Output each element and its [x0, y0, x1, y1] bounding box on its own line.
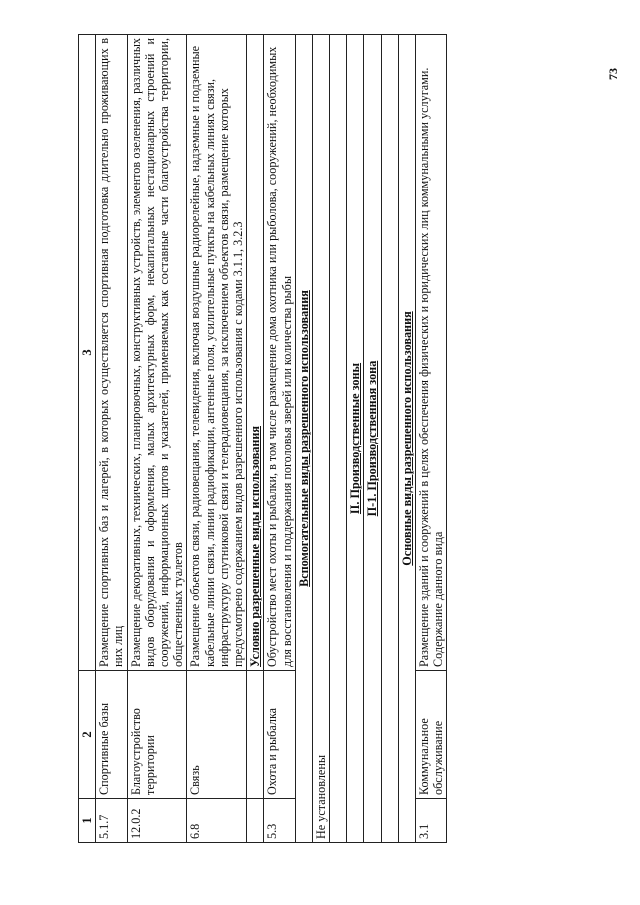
- not-established-text: Не установлены: [313, 35, 330, 843]
- row-description: Размещение объектов связи, радиовещания, телевидения, включая воздушные радиорелейные, надземные и подземные кабельные линии связи, линии радиофикации, антенные поля, усилительные пункты на кабельных линиях связи, инфраструктуру спутниковой связи и телерадиовещания, за исключением объектов связи, размещение которых предусмотрено содержанием видов разрешенного использования с кодами 3.1.1, 3.2.3: [187, 35, 247, 671]
- row-name: Спортивные базы: [96, 671, 127, 799]
- section-row: [347, 35, 364, 843]
- table-row: [313, 35, 330, 843]
- row-description: Размещение декоративных, технических, планировочных, конструктивных устройств, элементов озеленения, различных видов оборудования и оформления, малых архитектурных форм, некапитальных нестационарных строений и сооружений, информационных щитов и указателей, применяемых как составные части благоустройства территории, общественных туалетов: [127, 35, 187, 671]
- section-row: [364, 35, 381, 843]
- header-name: 2: [79, 671, 96, 799]
- row-code: 6.8: [187, 799, 247, 843]
- section-conditional-title: Условно разрешенные виды использования: [247, 35, 264, 671]
- section-row: [247, 35, 264, 843]
- row-description: Размещение спортивных баз и лагерей, в которых осуществляется спортивная подготовка длительно проживающих в них лиц: [96, 35, 127, 671]
- row-name: Связь: [187, 671, 247, 799]
- section-row: [295, 35, 312, 843]
- rotated-table-container: [78, 35, 560, 843]
- row-code: 3.1: [415, 799, 446, 843]
- section-production-zone-title: П-1. Производственная зона: [364, 35, 381, 843]
- row-description: Обустройство мест охоты и рыбалки, в том числе размещение дома охотника или рыболова, сооружений, необходимых для восстановления и поддержания поголовья зверей или количества рыбы: [264, 35, 295, 671]
- page-number: 73: [606, 68, 620, 80]
- section-row: [398, 35, 415, 843]
- row-code: 5.1.7: [96, 799, 127, 843]
- table-row: [187, 35, 247, 843]
- empty-row: [330, 35, 347, 843]
- row-description: Размещение зданий и сооружений в целях обеспечения физических и юридических лиц коммунальными услугами. Содержание данного вида: [415, 35, 446, 671]
- row-name: Благоустройство территории: [127, 671, 187, 799]
- section-production-title: II. Производственные зоны: [347, 35, 364, 843]
- section-auxiliary-title: Вспомогательные виды разрешенного использования: [295, 35, 312, 843]
- empty-row: [381, 35, 398, 843]
- table-row: [264, 35, 295, 843]
- table-row: [96, 35, 127, 843]
- header-code: 1: [79, 799, 96, 843]
- row-name: Коммунальное обслуживание: [415, 671, 446, 799]
- row-code: 12.0.2: [127, 799, 187, 843]
- row-name: Охота и рыбалка: [264, 671, 295, 799]
- row-code: 5.3: [264, 799, 295, 843]
- header-description: 3: [79, 35, 96, 671]
- header-row: [79, 35, 96, 843]
- table-row: [127, 35, 187, 843]
- section-main-title: Основные виды разрешенного использования: [398, 35, 415, 843]
- table-row: [415, 35, 446, 843]
- land-use-table: [78, 34, 447, 843]
